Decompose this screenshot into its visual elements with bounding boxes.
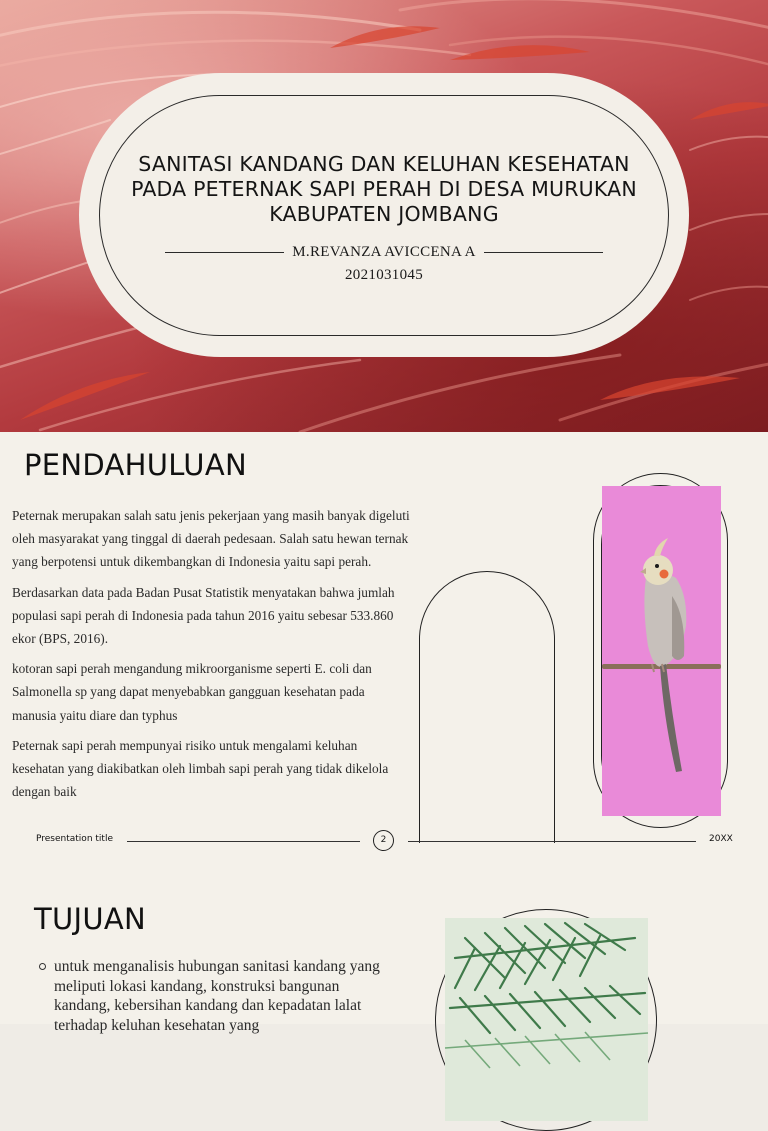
slide-heading: PENDAHULUAN <box>24 448 247 482</box>
title-slide <box>0 0 768 432</box>
student-id: 2021031045 <box>345 267 423 283</box>
slide-heading: TUJUAN <box>34 902 147 936</box>
paragraph: kotoran sapi perah mengandung mikroorganisme seperti E. coli dan Salmonella sp yang dapat menyebabkan gangguan kesehatan pada manusia yaitu diare dan typhus <box>12 661 372 723</box>
paragraph: Peternak sapi perah mempunyai risiko untuk mengalami keluhan kesehatan yang diakibatkan oleh limbah sapi perah yang tidak dikelola dengan baik <box>12 737 389 800</box>
divider-right <box>484 252 603 253</box>
author-row <box>165 242 603 262</box>
cockatiel-photo <box>601 485 720 815</box>
page-number: 2 <box>373 830 394 851</box>
introduction-slide <box>0 432 768 864</box>
divider-left <box>165 252 284 253</box>
footer-year: 20XX <box>709 834 733 844</box>
footer-title: Presentation title <box>36 834 113 844</box>
footer-divider-right <box>408 841 696 842</box>
paragraph: Peternak merupakan salah satu jenis pekerjaan yang masih banyak digeluti oleh masyarakat yang tinggal di daerah pedesaan. Salah satu hewan ternak yang berpotensi untuk dikembangkan di Indonesia yaitu sapi perah. <box>12 508 410 570</box>
palm-leaf-icon <box>445 918 648 1121</box>
objective-list <box>38 957 398 1035</box>
list-item <box>38 957 398 1035</box>
bullet-icon <box>39 963 46 970</box>
presentation-title: SANITASI KANDANG DAN KELUHAN KESEHATAN PADA PETERNAK SAPI PERAH DI DESA MURUKAN KABUPATEN JOMBANG <box>131 152 637 226</box>
list-item-text: untuk menganalisis hubungan sanitasi kandang yang meliputi lokasi kandang, konstruksi bangunan kandang, kebersihan kandang dan kepadatan lalat terhadap keluhan kesehatan yang <box>54 958 380 1034</box>
footer-divider-left <box>127 841 360 842</box>
paragraph: Berdasarkan data pada Badan Pusat Statistik menyatakan bahwa jumlah populasi sapi perah di Indonesia pada tahun 2016 yaitu sebesar 533.860 ekor (BPS, 2016). <box>12 584 395 647</box>
slide-footer <box>0 830 768 854</box>
author-name: M.REVANZA AVICCENA A <box>292 243 476 260</box>
body-text <box>12 504 410 810</box>
palm-leaves-photo <box>445 918 648 1121</box>
decorative-arch <box>419 571 555 843</box>
objective-slide <box>0 864 768 1034</box>
cockatiel-bird-icon <box>602 486 721 816</box>
